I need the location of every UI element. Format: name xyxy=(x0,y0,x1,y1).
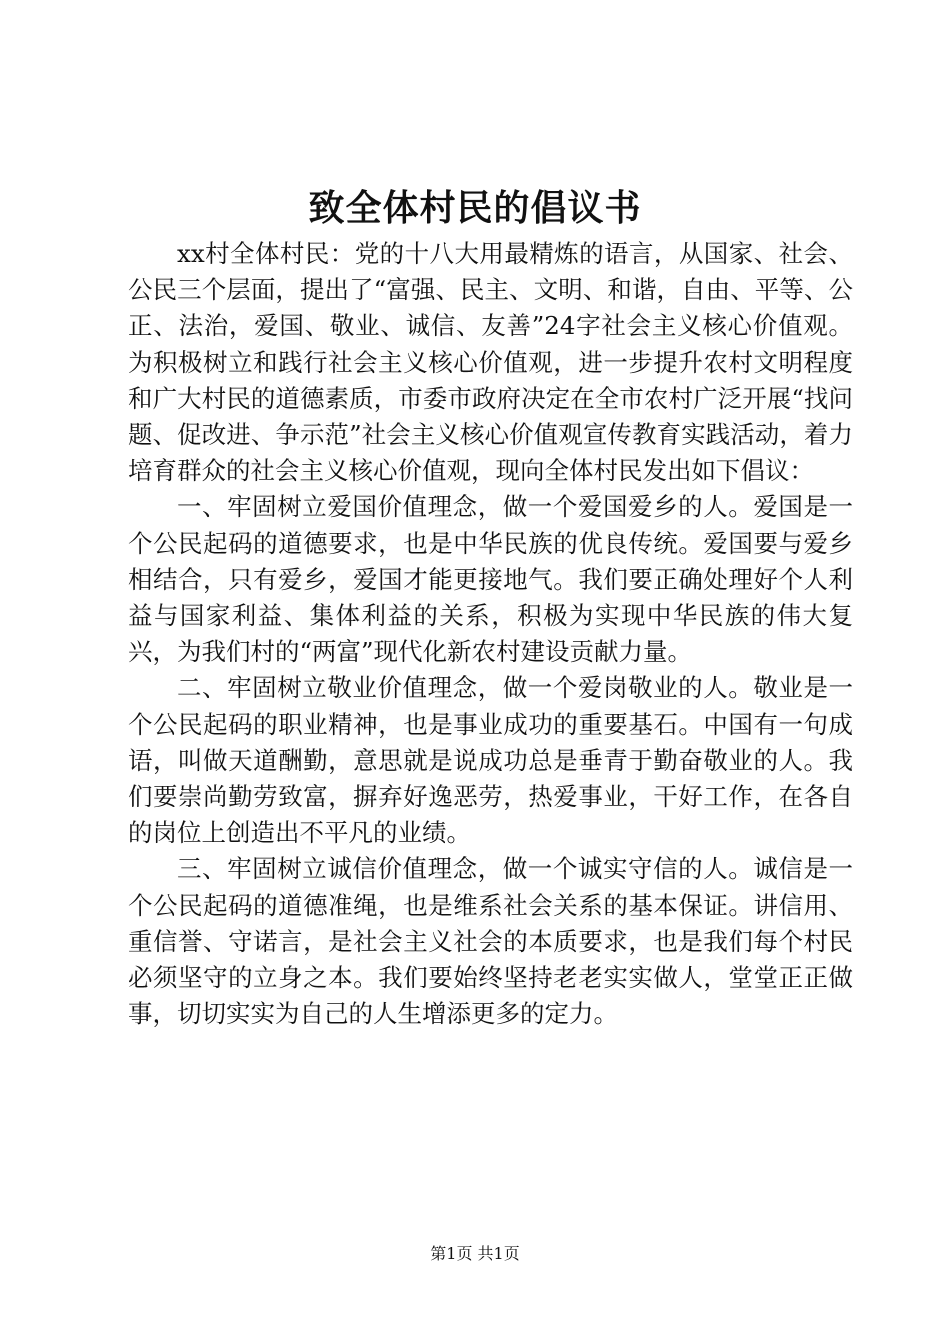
paragraph-intro: xx村全体村民：党的十八大用最精炼的语言，从国家、社会、公民三个层面，提出了“富强、民主、文明、和谐，自由、平等、公正、法治，爱国、敬业、诚信、友善”24字社会主义核心价值观。为积极树立和践行社会主义核心价值观，进一步提升农村文明程度和广大村民的道德素质，市委市政府决定在全市农村广泛开展“找问题、促改进、争示范”社会主义核心价值观宣传教育实践活动，着力培育群众的社会主义核心价值观，现向全体村民发出如下倡议： xyxy=(128,239,853,486)
page-footer: 第1页 共1页 xyxy=(430,1244,520,1263)
paragraph-integrity: 三、牢固树立诚信价值理念，做一个诚实守信的人。诚信是一个公民起码的道德准绳，也是维系社会关系的基本保证。讲信用、重信誉、守诺言，是社会主义社会的本质要求，也是我们每个村民必须坚守的立身之本。我们要始终坚持老老实实做人，堂堂正正做事，切切实实为自己的人生增添更多的定力。 xyxy=(128,854,853,1029)
paragraph-dedication: 二、牢固树立敬业价值理念，做一个爱岗敬业的人。敬业是一个公民起码的职业精神，也是事业成功的重要基石。中国有一句成语，叫做天道酬勤，意思就是说成功总是垂青于勤奋敬业的人。我们要崇尚勤劳致富，摒弃好逸恶劳，热爱事业，干好工作，在各自的岗位上创造出不平凡的业绩。 xyxy=(128,673,853,848)
document-body xyxy=(128,236,853,1032)
document-title: 致全体村民的倡议书 xyxy=(308,187,642,229)
paragraph-patriotism: 一、牢固树立爱国价值理念，做一个爱国爱乡的人。爱国是一个公民起码的道德要求，也是中华民族的优良传统。爱国要与爱乡相结合，只有爱乡，爱国才能更接地气。我们要正确处理好个人利益与国家利益、集体利益的关系，积极为实现中华民族的伟大复兴，为我们村的“两富”现代化新农村建设贡献力量。 xyxy=(128,492,853,667)
